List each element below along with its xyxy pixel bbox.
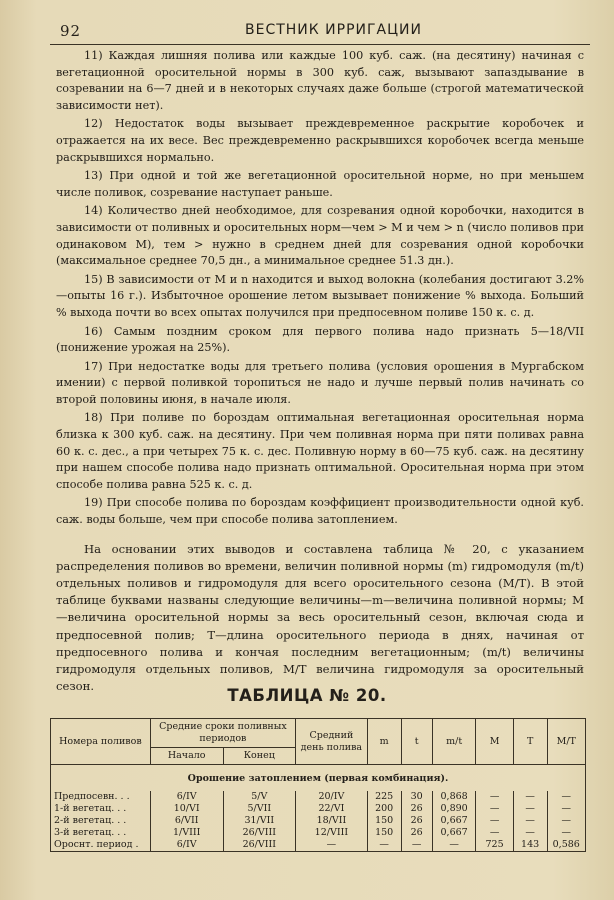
table-row (51, 839, 586, 852)
table-cell-name: Предпосевн. . . (51, 791, 151, 803)
table-cell-MT: — (547, 815, 586, 827)
col-T-header: T (513, 719, 547, 765)
paragraph-19: 19) При способе полива по бороздам коэффициент производительности одной куб. саж. воды больше, чем при способе полива затоплением. (56, 496, 584, 527)
table-cell-name: 3-й вегетац. . . (51, 827, 151, 839)
table-cell-t: 26 (401, 827, 432, 839)
table-cell-MT: 0,586 (547, 839, 586, 852)
table-cell-MT: — (547, 827, 586, 839)
table-cell-end: 26/VIII (223, 827, 295, 839)
paragraph-12: 12) Недостаток воды вызывает преждевременное раскрытие коробочек и отражается на их весе. Вес преждевременно раскрывшихся коробочек всегда меньше раскрывшихся нормально. (56, 117, 584, 164)
table-cell-start: 6/IV (150, 791, 223, 803)
table-section-title: Орошение затоплением (первая комбинация). (51, 765, 586, 792)
table-cell-start: 6/VII (150, 815, 223, 827)
body-text (56, 48, 584, 697)
table-cell-MT: — (547, 791, 586, 803)
table-cell-m: 200 (367, 803, 401, 815)
table-row (51, 803, 586, 815)
table-cell-MT: — (547, 803, 586, 815)
table-cell-end: 31/VII (223, 815, 295, 827)
table-cell-mt: — (432, 839, 476, 852)
col-dates-group-header: Средние сроки поливных периодов (150, 719, 295, 748)
paragraph-11: 11) Каждая лишняя полива или каждые 100 куб. саж. (на десятину) начиная с вегетационной оросительной нормы в 300 куб. саж, вызывают запаздывание в созревании на 6—7 дней и в некоторых случаях даже больше (строгой математической зависимости нет). (56, 49, 584, 112)
table-cell-end: 5/V (223, 791, 295, 803)
table-cell-T: 143 (513, 839, 547, 852)
table-cell-T: — (513, 827, 547, 839)
journal-title: ВЕСТНИК ИРРИГАЦИИ (245, 22, 422, 38)
table-body (51, 765, 586, 852)
table-cell-start: 6/IV (150, 839, 223, 852)
irrigation-table (50, 718, 586, 852)
col-m-header: m (367, 719, 401, 765)
table-cell-start: 1/VIII (150, 827, 223, 839)
table-cell-t: 26 (401, 803, 432, 815)
table-cell-end: 5/VII (223, 803, 295, 815)
table-cell-mid: 20/IV (296, 791, 368, 803)
table-cell-M: — (476, 803, 513, 815)
table-row (51, 791, 586, 803)
table-cell-M: — (476, 791, 513, 803)
table-cell-name: 2-й вегетац. . . (51, 815, 151, 827)
table-cell-mid: 22/VI (296, 803, 368, 815)
paragraph-13: 13) При одной и той же вегетационной оросительной норме, но при меньшем числе поливок, созревание наступает раньше. (56, 169, 584, 199)
table-cell-m: 150 (367, 827, 401, 839)
table-row (51, 815, 586, 827)
table-cell-start: 10/VI (150, 803, 223, 815)
table-cell-name: 1-й вегетац. . . (51, 803, 151, 815)
table-title: ТАБЛИЦА № 20. (227, 686, 387, 705)
col-mt-header: m/t (432, 719, 476, 765)
table-cell-t: — (401, 839, 432, 852)
table-cell-M: — (476, 827, 513, 839)
col-t-header: t (401, 719, 432, 765)
paragraph-15: 15) В зависимости от М и n находится и выход волокна (колебания достигают 3.2%—опыты 16 г.). Избыточное орошение летом вызывает понижение % выхода. Больший % выхода почти во всех опытах получился при предпосевном поливе 150 к. с. д. (56, 272, 584, 319)
table-row (51, 827, 586, 839)
col-end-header: Конец (223, 748, 295, 765)
page-number: 92 (60, 22, 82, 40)
table-cell-mid: 18/VII (296, 815, 368, 827)
table-cell-T: — (513, 791, 547, 803)
table-cell-t: 26 (401, 815, 432, 827)
paragraph-14: 14) Количество дней необходимое, для созревания одной коробочки, находится в зависимости от поливных и оросительных норм—чем > М и чем > n (число поливов при одинаковом М), тем > нужно в среднем дней для созревания одной коробочки (максимальное среднее 70,5 дн., а минимальное среднее 51.3 дн.). (56, 204, 584, 268)
paragraph-18: 18) При поливе по бороздам оптимальная вегетационная оросительная норма близка к 300 куб. саж. на десятину. При чем поливная норма при пяти поливах равна 60 к. с. дес., а при четырех 75 к. с. дес. Поливную норму в 60—75 куб. саж. на десятину при нашем способе полива надо признать оптимальной. Оросительная норма при этом способе полива равна 525 к. с. д. (56, 411, 584, 491)
table-cell-end: 26/VIII (223, 839, 295, 852)
table-cell-mid: — (296, 839, 368, 852)
table-cell-mt: 0,667 (432, 815, 476, 827)
table-cell-T: — (513, 803, 547, 815)
table-cell-mt: 0,868 (432, 791, 476, 803)
col-M-header: M (476, 719, 513, 765)
table-cell-T: — (513, 815, 547, 827)
table-intro-paragraph: На основании этих выводов и составлена таблица № 20, с указанием распределения поливов во времени, величин поливной нормы (m) гидромодуля (m/t) отдельных поливов и гидромодуля для всего оросительного сезона (М/Т). В этой таблице буквами названы следующие величины—m—величина поливной нормы; М—величина оросительной нормы за весь оросительный сезон, включая сюда и предпосевной полив; Т—длина оросительного периода в днях, начиная от предпосевного полива и кончая последним вегетационным; (m/t) величины гидромодуля отдельных поливов, М/Т величина гидромодуля за оросительный сезон. (56, 541, 584, 694)
col-MT-header: M/T (547, 719, 586, 765)
table-cell-m: 225 (367, 791, 401, 803)
paragraph-17: 17) При недостатке воды для третьего полива (условия орошения в Мургабском имении) с первой поливкой торопиться не надо и лучше первый полив начинать со второй половины июня, в начале июля. (56, 359, 584, 406)
col-start-header: Начало (150, 748, 223, 765)
table-cell-m: 150 (367, 815, 401, 827)
col-number-header: Номера поливов (51, 719, 151, 765)
table-cell-name: Ороснт. период . (51, 839, 151, 852)
table-cell-M: — (476, 815, 513, 827)
table-cell-t: 30 (401, 791, 432, 803)
table-cell-mt: 0,667 (432, 827, 476, 839)
paragraph-16: 16) Самым поздним сроком для первого полива надо признать 5—18/VII (понижение урожая на 25%). (56, 324, 584, 355)
table-cell-M: 725 (476, 839, 513, 852)
page-header (50, 18, 590, 45)
table-cell-mid: 12/VIII (296, 827, 368, 839)
table-cell-mt: 0,890 (432, 803, 476, 815)
table-cell-m: — (367, 839, 401, 852)
col-mid-header: Средний день полива (296, 719, 368, 765)
